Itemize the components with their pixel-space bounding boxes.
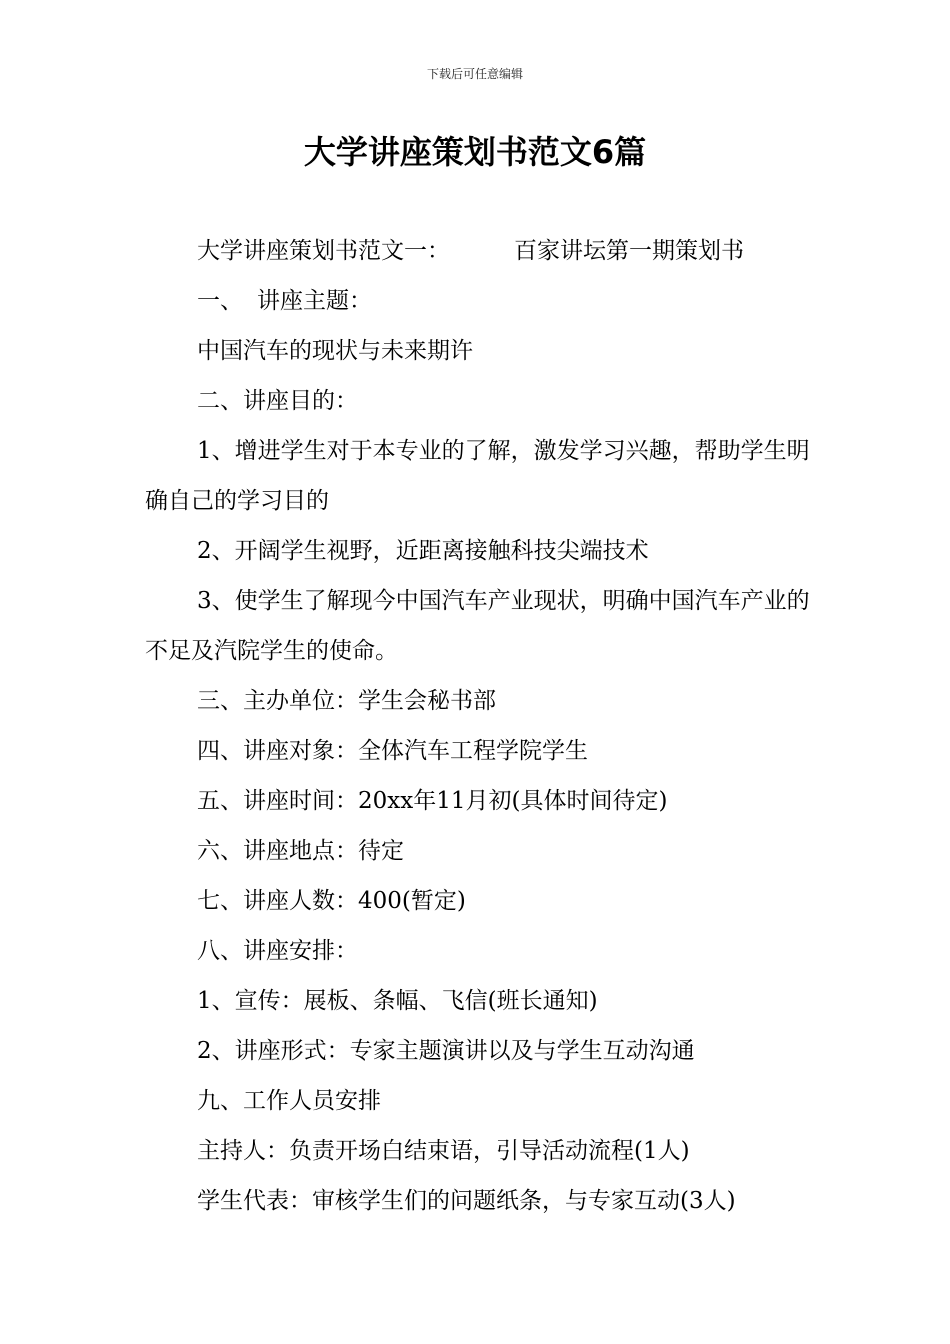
intro-left: 大学讲座策划书范文一： <box>197 238 450 264</box>
paragraph: 学生代表：审核学生们的问题纸条，与专家互动(3人) <box>197 1188 736 1214</box>
paragraph: 1、宣传：展板、条幅、飞信(班长通知) <box>197 988 598 1014</box>
paragraph: 2、讲座形式：专家主题演讲以及与学生互动沟通 <box>197 1038 695 1064</box>
paragraph: 七、讲座人数：400(暂定) <box>197 888 466 914</box>
section-heading <box>145 276 810 326</box>
paragraph: 2、开阔学生视野，近距离接触科技尖端技术 <box>197 538 649 564</box>
paragraph: 九、工作人员安排 <box>197 1088 381 1114</box>
paragraph: 中国汽车的现状与未来期许 <box>197 338 473 364</box>
document-title: 大学讲座策划书范文6篇 <box>303 133 647 171</box>
section-label: 讲座主题： <box>257 288 372 314</box>
section-number: 一、 <box>197 288 243 314</box>
paragraph: 3、使学生了解现今中国汽车产业现状，明确中国汽车产业的不足及汽院学生的使命。 <box>145 588 810 664</box>
paragraph: 八、讲座安排： <box>197 938 358 964</box>
paragraph: 1、增进学生对于本专业的了解，激发学习兴趣，帮助学生明确自己的学习目的 <box>145 438 810 514</box>
paragraph: 主持人：负责开场白结束语，引导活动流程(1人) <box>197 1138 690 1164</box>
paragraph: 三、主办单位：学生会秘书部 <box>197 688 496 714</box>
paragraph: 二、讲座目的： <box>197 388 358 414</box>
intro-right: 百家讲坛第一期策划书 <box>514 238 744 264</box>
paragraph: 四、讲座对象：全体汽车工程学院学生 <box>197 738 588 764</box>
paragraph: 五、讲座时间：20xx年11月初(具体时间待定) <box>197 788 668 814</box>
document-body <box>145 226 810 1226</box>
intro-line <box>145 226 810 276</box>
paragraph: 六、讲座地点：待定 <box>197 838 404 864</box>
header-note: 下载后可任意编辑 <box>426 67 523 81</box>
